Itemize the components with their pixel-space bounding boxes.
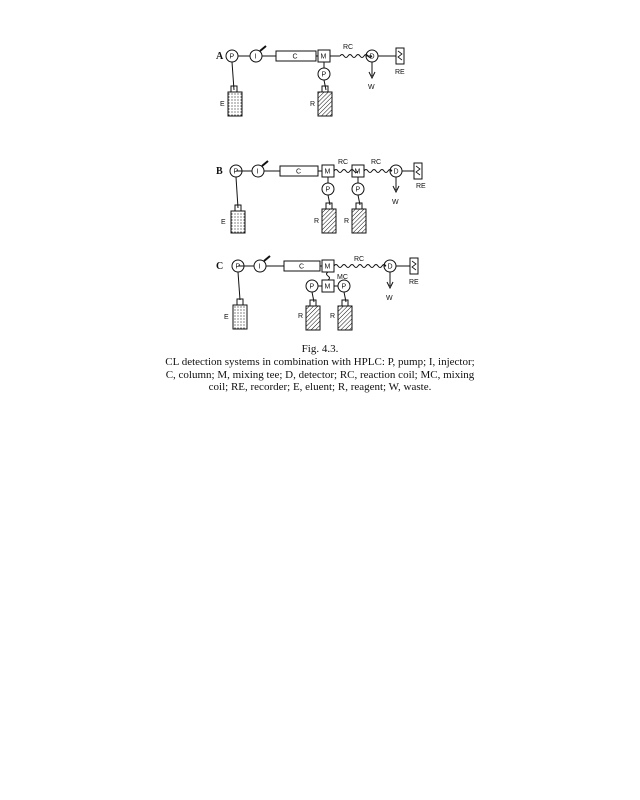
reaction-coil-2-label: RC <box>371 159 382 166</box>
recorder-label: RE <box>395 69 405 76</box>
pump-label: P <box>229 53 235 61</box>
reagent-bottle-icon <box>318 86 332 116</box>
recorder-label: RE <box>409 279 419 286</box>
column-label: C <box>299 263 305 271</box>
mixer-1-label: M <box>324 263 331 271</box>
reagent-pump-1-label: P <box>309 283 315 291</box>
recorder-label: RE <box>416 183 426 190</box>
injector-label: I <box>258 263 261 271</box>
reagent-1-label: R <box>314 218 320 225</box>
panel-b <box>216 159 426 233</box>
waste-label: W <box>368 84 375 91</box>
eluent-bottle-icon <box>231 205 245 233</box>
injector-label: I <box>256 168 259 176</box>
reagent-2-label: R <box>344 218 350 225</box>
panel-label: B <box>216 166 223 177</box>
mixer-2-label: M <box>354 168 361 176</box>
recorder-icon <box>414 163 422 179</box>
reagent-2-label: R <box>330 313 336 320</box>
waste-label: W <box>392 199 399 206</box>
reagent-pump-2-label: P <box>341 283 347 291</box>
reagent-pump-2-label: P <box>355 186 361 194</box>
reagent-label: R <box>310 101 316 108</box>
reagent-bottle-2-icon <box>352 203 366 233</box>
panel-label: C <box>216 261 224 272</box>
mixing-coil-icon <box>327 272 330 280</box>
detector-label: D <box>369 53 375 61</box>
reagent-pump-1-label: P <box>325 186 331 194</box>
reaction-coil-label: RC <box>354 256 365 263</box>
waste-label: W <box>386 295 393 302</box>
eluent-label: E <box>220 101 225 108</box>
recorder-icon <box>410 258 418 274</box>
mixer-1-label: M <box>324 168 331 176</box>
detector-label: D <box>393 168 399 176</box>
syringe-icon <box>260 46 266 51</box>
mixer-2-label: M <box>324 283 331 291</box>
panel-c <box>216 256 419 330</box>
eluent-label: E <box>221 219 226 226</box>
pump-label: P <box>235 263 241 271</box>
panel-a <box>216 44 405 116</box>
hplc-cl-diagram <box>0 0 640 340</box>
eluent-bottle-icon <box>233 299 247 329</box>
injector-label: I <box>254 53 257 61</box>
reaction-coil-1-label: RC <box>338 159 349 166</box>
column-label: C <box>296 168 302 176</box>
syringe-icon <box>264 256 270 261</box>
mixing-coil-label: MC <box>337 274 348 281</box>
reagent-1-label: R <box>298 313 304 320</box>
eluent-bottle-icon <box>228 86 242 116</box>
figure-caption: CL detection systems in combination with HPLC: P, pump; I, injector; C, column; M, mixing tee; D, detector; RC, reaction coil; MC, mixing coil; RE, recorder; E, eluent; R, reagent; W, waste. <box>165 356 475 393</box>
syringe-icon <box>262 161 268 166</box>
mixer-label: M <box>320 53 327 61</box>
reagent-bottle-1-icon <box>306 300 320 330</box>
detector-label: D <box>387 263 393 271</box>
figure-number: Fig. 4.3. <box>301 343 339 355</box>
reagent-pump-label: P <box>321 71 327 79</box>
recorder-icon <box>396 48 404 64</box>
pump-label: P <box>233 168 239 176</box>
column-label: C <box>292 53 298 61</box>
reagent-bottle-2-icon <box>338 300 352 330</box>
panel-label: A <box>216 51 224 62</box>
reaction-coil-label: RC <box>343 44 354 51</box>
eluent-label: E <box>224 314 229 321</box>
reagent-bottle-1-icon <box>322 203 336 233</box>
